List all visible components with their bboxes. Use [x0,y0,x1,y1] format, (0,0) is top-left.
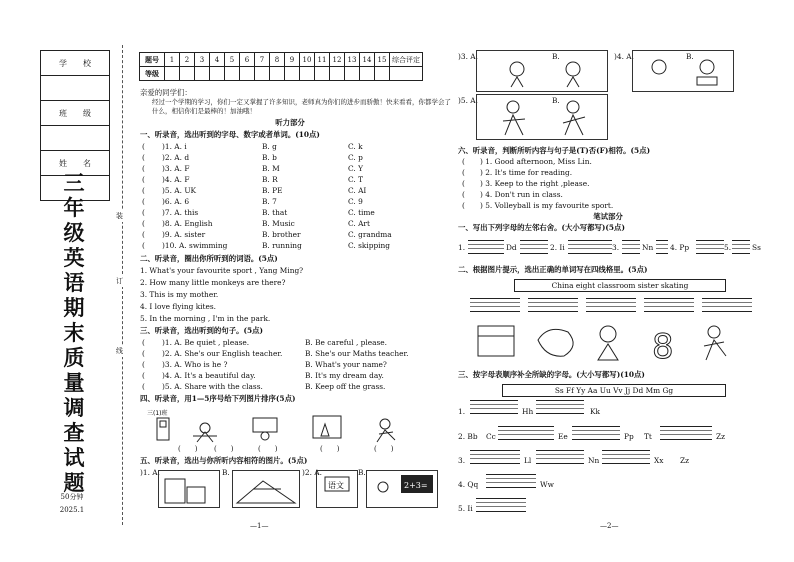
w3-letter: Nn [588,456,600,465]
word-pictures [468,320,758,364]
score-cell[interactable] [195,67,210,81]
w1-item: Nn [642,243,654,252]
score-cell[interactable] [285,67,300,81]
score-cell[interactable] [300,67,315,81]
written-2-title: 二、根据图片提示，选出正确的单词写在四线格里。(5点) [458,265,648,274]
choice-b: B. M [262,164,280,173]
book-sign-text: 语文 [328,481,344,490]
w1-item: 5. [724,243,732,252]
four-line-grid[interactable] [470,400,518,414]
w3-row3-num: 3. [458,456,466,465]
score-head: 13 [345,53,360,67]
score-cell[interactable] [240,67,255,81]
info-blank-class[interactable] [41,126,110,151]
pic-choice-label: B. [686,52,694,61]
classroom-icon [478,326,514,356]
section-5-title: 五、听录音，选出与你所听内容相符的图片。(5点) [140,456,308,465]
score-head: 题号 [140,53,165,67]
w3-row5-num: 5. Ii [458,504,473,513]
four-line-grid[interactable] [486,474,536,488]
classroom-door-label: 三(1)班 [147,410,168,417]
sentence-b: B. Be careful , please. [305,338,388,347]
score-table [139,52,423,81]
choice-a: )9. A. sister [162,230,206,239]
info-blank-school[interactable] [41,76,110,101]
bracket[interactable]: ( [142,142,145,151]
pic-choice-label: )1. A. [140,468,160,477]
written-3-title: 三、按字母表顺序补全所缺的字母。(大小写都写)(10点) [458,370,645,379]
choice-b: B. that [262,208,288,217]
bracket[interactable]: ( [142,371,145,380]
w3-letter: Xx [654,456,664,465]
choice-a: )7. A. this [162,208,199,217]
bracket[interactable]: ( [142,153,145,162]
choice-a: )5. A. UK [162,186,197,195]
bracket[interactable]: ( [142,382,145,391]
score-head: 11 [315,53,330,67]
bracket[interactable]: ( [462,168,465,177]
bracket[interactable]: ( [142,164,145,173]
bracket[interactable]: ( [142,241,145,250]
info-label-school: 学 校 [41,51,110,76]
w1-item: 4. Pp [670,243,690,252]
sentence-item[interactable]: 1. What's your favourite sport , Yang Ming? [140,266,304,275]
score-cell[interactable] [375,67,390,81]
four-line-grid[interactable] [476,498,526,512]
w3-letter: Hh [522,407,534,416]
choice-b: B. g [262,142,277,151]
score-cell[interactable] [255,67,270,81]
order-bracket[interactable]: ( ) [178,445,198,453]
w3-letter: Zz [680,456,690,465]
man-woman-picture[interactable] [476,50,608,92]
seal-char: 装 [116,212,123,220]
tf-item: ) 2. It's time for reading. [480,168,573,177]
bracket[interactable]: ( [462,201,465,210]
four-line-grid[interactable] [622,240,640,254]
w3-letter: Tt [644,432,652,441]
four-line-grid[interactable] [602,450,650,464]
score-cell[interactable] [315,67,330,81]
w3-letter: Zz [716,432,726,441]
score-cell[interactable] [390,67,423,81]
pic-choice-label: B. [552,96,560,105]
sentence-item[interactable]: 3. This is my mother. [140,290,219,299]
order-bracket[interactable]: ( ) [214,445,234,453]
w3-row4-num: 4. Qq [458,480,479,489]
choice-c: C. k [348,142,363,151]
score-head: 4 [210,53,225,67]
choice-a: )3. A. F [162,164,190,173]
score-cell[interactable] [330,67,345,81]
title-char: 语 [63,270,85,295]
score-cell[interactable] [225,67,240,81]
score-cell[interactable] [360,67,375,81]
score-head: 2 [180,53,195,67]
choice-c: C. 9 [348,197,363,206]
sentence-a: )2. A. She's our English teacher. [162,349,283,358]
order-bracket[interactable]: ( ) [320,445,340,453]
choice-c: C. AI [348,186,367,195]
four-line-grid[interactable] [656,240,668,254]
choice-a: )8. A. English [162,219,213,228]
w3-row2-num: 2. Bb [458,432,478,441]
title-char: 调 [63,395,85,420]
info-label-name: 姓 名 [41,151,110,176]
four-line-grid[interactable] [660,426,712,440]
greeting: 亲爱的同学们： [140,88,192,97]
score-head: 8 [270,53,285,67]
w3-letter: Pp [624,432,634,441]
reading-picture[interactable] [632,50,734,92]
title-char: 量 [63,370,85,395]
lab-icon [313,416,341,438]
written-title: 笔试部分 [593,212,623,221]
info-label-class: 班 级 [41,101,110,126]
running-picture[interactable] [476,94,608,140]
pic-choice-label: )3. A. [458,52,478,61]
sentence-a: )3. A. Who is he ? [162,360,228,369]
score-head: 1 [165,53,180,67]
bracket[interactable]: ( [142,186,145,195]
choice-b: B. 7 [262,197,277,206]
sentence-b: B. It's my dream day. [305,371,384,380]
choice-c: C. T [348,175,364,184]
bracket[interactable]: ( [142,230,145,239]
pic-choice-label: B. [222,468,230,477]
bracket[interactable]: ( [142,360,145,369]
score-cell[interactable] [165,67,180,81]
choice-b: B. running [262,241,302,250]
w3-letter: Ll [524,456,532,465]
score-head: 6 [240,53,255,67]
bracket[interactable]: ( [462,179,465,188]
skater-icon [380,419,390,429]
sister-icon [600,326,616,342]
section-1-title: 一、听录音，选出听到的字母、数字或者单词。(10点) [140,130,320,139]
choice-c: C. skipping [348,241,391,250]
choice-c: C. Art [348,219,370,228]
choice-c: C. time [348,208,375,217]
pic-choice-label: )4. A. [614,52,634,61]
seal-char: 订 [116,277,123,285]
w1-item: 2. Ii [550,243,565,252]
section-2-title: 二、听录音，圈出你所听到的词语。(5点) [140,254,278,263]
four-line-grid[interactable] [696,240,724,254]
title-char: 级 [63,220,85,245]
four-line-grid[interactable] [470,298,520,312]
choice-b: B. R [262,175,278,184]
field-picture[interactable] [232,470,300,508]
score-cell[interactable] [270,67,285,81]
choice-b: B. b [262,153,277,162]
order-bracket[interactable]: ( ) [374,445,394,453]
chinese-book-picture[interactable] [316,470,358,508]
exam-duration: 50分钟 [60,493,84,501]
score-head: 3 [195,53,210,67]
w1-item: Dd [506,243,517,252]
bracket[interactable]: ( [142,197,145,206]
title-char: 末 [63,320,85,345]
board-text: 2+3= [404,481,428,490]
choice-c: C. grandma [348,230,392,239]
order-bracket[interactable]: ( ) [258,445,278,453]
choice-c: C. Y [348,164,363,173]
four-line-grid[interactable] [702,298,752,312]
intro-text: 经过一个学期的学习，你们一定又掌握了许多知识，老师真为你们的进步而骄傲！快来看看，你都学会了什么，相信你们是最棒的！加油哦！ [152,98,451,115]
tf-item: ) 5. Volleyball is my favourite sport. [480,201,614,210]
score-head: 12 [330,53,345,67]
four-line-grid[interactable] [644,298,694,312]
bracket[interactable]: ( [142,219,145,228]
written-1-title: 一、写出下列字母的左邻右舍。(大小写都写)(5点) [458,223,625,232]
score-head: 5 [225,53,240,67]
sentence-item[interactable]: 5. In the morning , I'm in the park. [140,314,271,323]
score-head: 15 [375,53,390,67]
title-char: 质 [63,345,85,370]
page-number-2: —2— [600,522,619,530]
choice-b: B. PE [262,186,283,195]
choice-a: )4. A. F [162,175,190,184]
score-row-label: 等级 [140,67,165,81]
four-line-grid[interactable] [470,450,520,464]
four-line-grid[interactable] [498,426,554,440]
sentence-a: )4. A. It's a beautiful day. [162,371,256,380]
choice-a: )6. A. 6 [162,197,190,206]
title-char: 试 [63,445,85,470]
title-char: 期 [63,295,85,320]
choice-b: B. Music [262,219,295,228]
teacher-desk-icon [253,418,277,432]
choice-a: )1. A. i [162,142,187,151]
seal-char: 线 [116,347,123,355]
four-line-grid[interactable] [732,240,750,254]
choice-b: B. brother [262,230,301,239]
ordering-pictures [145,406,435,444]
title-char: 查 [63,420,85,445]
title-char: 英 [63,245,85,270]
sentence-item[interactable]: 4. I love flying kites. [140,302,217,311]
sentence-a: )5. A. Share with the class. [162,382,263,391]
w3-letter: Kk [590,407,600,416]
pic-choice-label: )5. A. [458,96,478,105]
section-6-title: 六、听录音，判断所听内容与句子是(T)否(F)相符。(5点) [458,146,651,155]
title-char: 三 [63,170,85,195]
title-char: 题 [63,470,85,495]
four-line-grid[interactable] [468,240,504,254]
score-head: 10 [300,53,315,67]
sentence-b: B. What's your name? [305,360,387,369]
bracket[interactable]: ( [462,190,465,199]
bracket[interactable]: ( [142,349,145,358]
four-line-grid[interactable] [572,426,620,440]
score-head: 9 [285,53,300,67]
four-line-grid[interactable] [536,400,584,414]
sentence-b: B. She's our Maths teacher. [305,349,409,358]
building-picture[interactable] [158,470,220,508]
w3-letter: Cc [486,432,496,441]
w3-row1-num: 1. [458,407,466,416]
section-3-title: 三、听录音，选出听到的句子。(5点) [140,326,263,335]
sentence-a: )1. A. Be quiet , please. [162,338,250,347]
w3-letter: Ee [558,432,568,441]
w1-item: 3. [612,243,620,252]
four-line-grid[interactable] [520,240,548,254]
tf-item: ) 3. Keep to the right ,please. [480,179,590,188]
bracket[interactable]: ( [142,338,145,347]
pic-choice-label: )2. A. [302,468,322,477]
tf-item: ) 4. Don't run in class. [480,190,563,199]
four-line-grid[interactable] [536,450,584,464]
score-head: 7 [255,53,270,67]
skating-icon [708,326,720,338]
section-4-title: 四、听录音，用1—5序号给下列图片排序(5点) [140,394,296,403]
sentence-item[interactable]: 2. How many little monkeys are there? [140,278,286,287]
bracket[interactable]: ( [142,208,145,217]
pic-choice-label: B. [552,52,560,61]
four-line-grid[interactable] [568,240,612,254]
bracket[interactable]: ( [462,157,465,166]
listening-title: 听力部分 [275,118,305,127]
w1-item: 1. [458,243,466,252]
score-cell[interactable] [345,67,360,81]
w3-letter: Ww [540,480,554,489]
tf-item: ) 1. Good afternoon, Miss Lin. [480,157,592,166]
choice-a: )2. A. d [162,153,190,162]
bracket[interactable]: ( [142,175,145,184]
exam-date: 2025.1 [59,506,85,514]
exam-title-vertical [60,170,88,495]
score-cell[interactable] [210,67,225,81]
w1-item: Ss [752,243,761,252]
maths-board-picture[interactable] [366,470,438,508]
sentence-b: B. Keep off the grass. [305,382,386,391]
word-bank: China eight classroom sister skating [514,279,726,292]
score-head: 14 [360,53,375,67]
eight-icon: 8 [652,327,674,364]
china-map-icon [538,329,573,356]
title-char: 年 [63,195,85,220]
letter-bank: Ss Ff Yy Aa Uu Vv Jj Dd Mm Gg [502,384,726,397]
page-number-1: —1— [250,522,269,530]
pic-choice-label: B. [358,468,366,477]
choice-a: )10. A. swimming [162,241,228,250]
four-line-grid[interactable] [586,298,636,312]
four-line-grid[interactable] [528,298,578,312]
score-cell[interactable] [180,67,195,81]
choice-c: C. p [348,153,363,162]
score-head: 综合评定 [390,53,423,67]
